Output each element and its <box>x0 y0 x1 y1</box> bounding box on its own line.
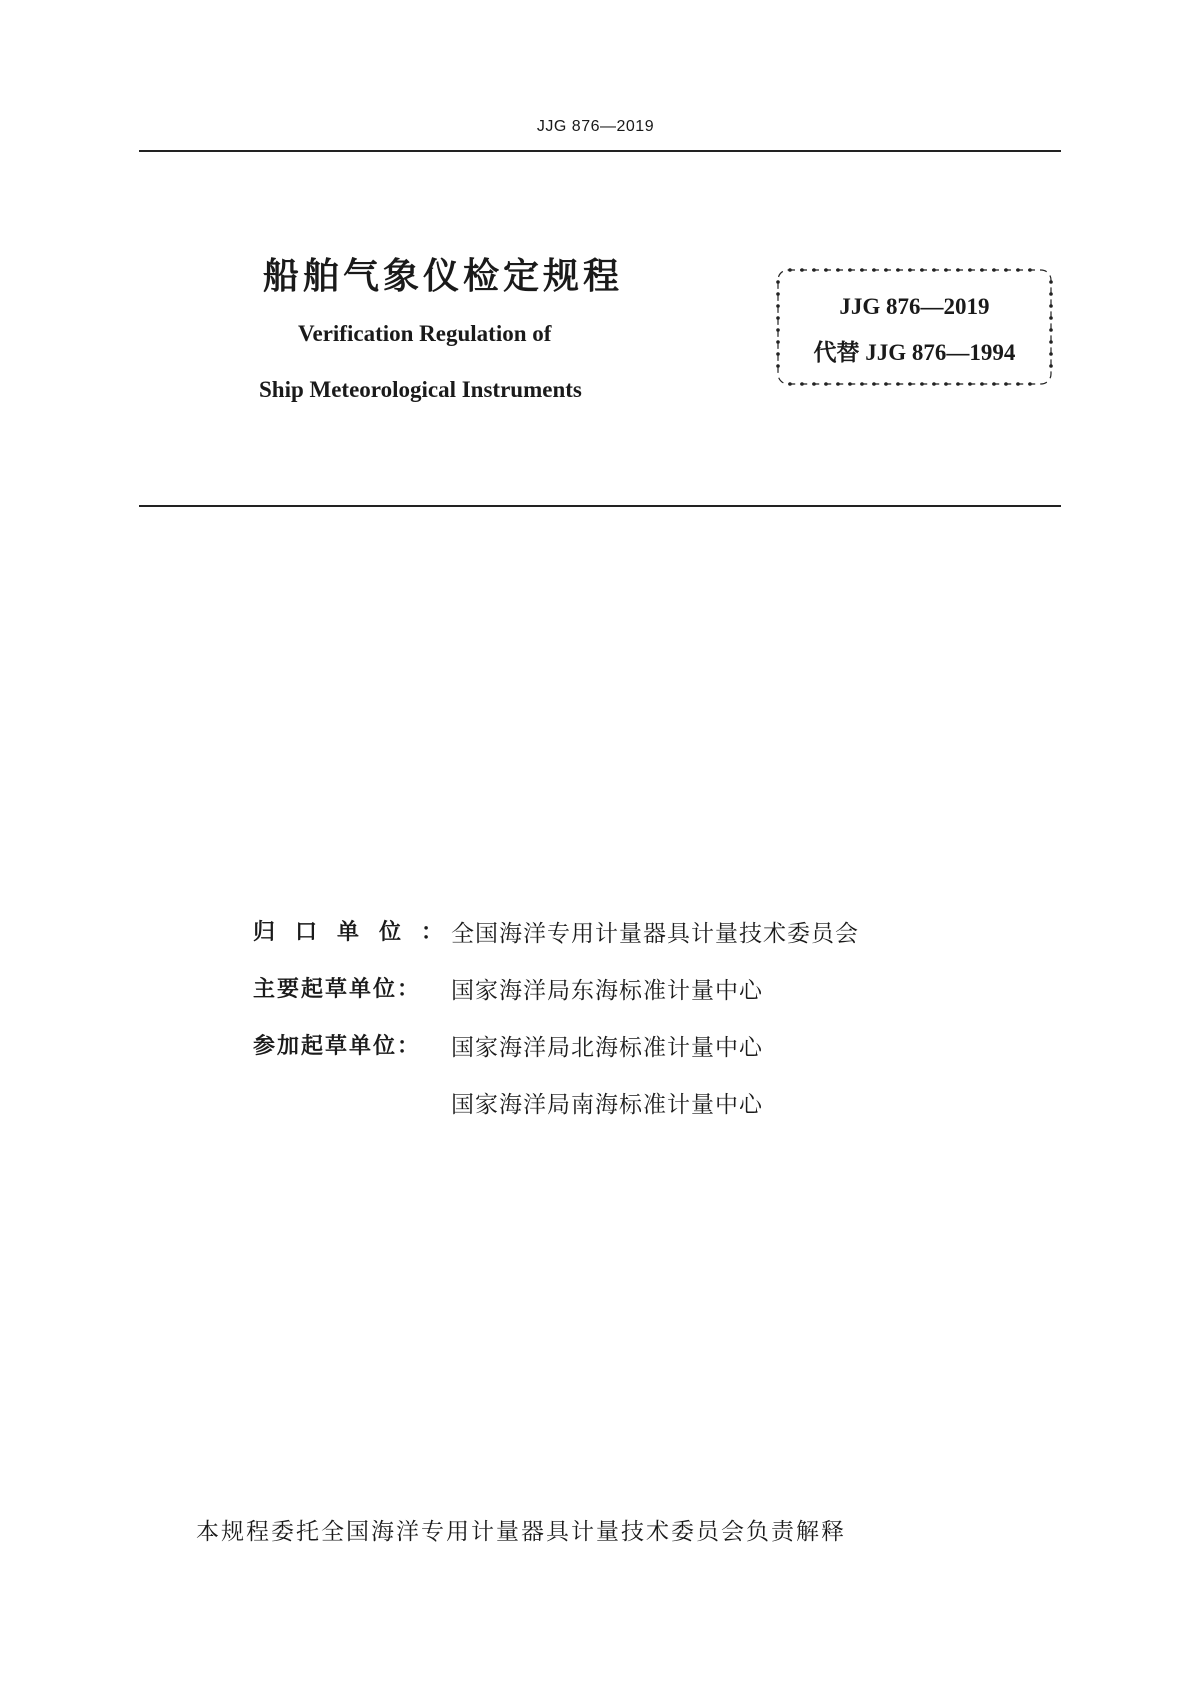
border-dot <box>980 268 984 272</box>
border-dot <box>1004 382 1008 386</box>
border-dot <box>812 382 816 386</box>
responsible-unit: 全国海洋专用计量器具计量技术委员会 <box>451 921 859 947</box>
border-dot <box>860 268 864 272</box>
main-drafter-label: 主要起草单位： <box>253 977 422 1002</box>
page-header-code: JJG 876—2019 <box>536 118 655 135</box>
title-english-line1: Verification Regulation of <box>298 321 552 346</box>
header-rule <box>139 150 1061 152</box>
border-dot <box>968 382 972 386</box>
border-dot <box>812 268 816 272</box>
border-dot <box>920 268 924 272</box>
border-dot <box>1016 268 1020 272</box>
border-dot <box>1016 382 1020 386</box>
border-dot <box>824 268 828 272</box>
border-dot <box>788 268 792 272</box>
title-chinese: 船舶气象仪检定规程 <box>263 256 624 297</box>
standard-code-box <box>774 266 1055 388</box>
border-dot <box>944 382 948 386</box>
border-dot <box>776 280 780 284</box>
interpretation-note: 本规程委托全国海洋专用计量器具计量技术委员会负责解释 <box>196 1519 846 1545</box>
border-dot <box>824 382 828 386</box>
title-rule <box>139 505 1061 507</box>
border-dot <box>872 382 876 386</box>
border-dot <box>800 268 804 272</box>
border-dot <box>872 268 876 272</box>
border-dot <box>944 268 948 272</box>
border-dot <box>848 382 852 386</box>
border-dot <box>1028 268 1032 272</box>
border-dot <box>896 382 900 386</box>
border-dot <box>860 382 864 386</box>
border-dot <box>836 382 840 386</box>
border-dot <box>884 268 888 272</box>
border-dot <box>956 382 960 386</box>
participating-drafter-label: 参加起草单位： <box>253 1034 422 1059</box>
standard-code: JJG 876—2019 <box>839 294 990 319</box>
border-dot <box>992 268 996 272</box>
border-dot <box>836 268 840 272</box>
participating-drafter: 国家海洋局南海标准计量中心 <box>451 1092 763 1118</box>
border-dot <box>788 382 792 386</box>
border-dot <box>908 382 912 386</box>
border-dot <box>1004 268 1008 272</box>
border-dot <box>800 382 804 386</box>
responsible-unit-label: 归口单位： <box>253 920 464 945</box>
border-dot <box>980 382 984 386</box>
border-dot <box>968 268 972 272</box>
border-dot <box>848 268 852 272</box>
border-dot <box>932 382 936 386</box>
participating-drafter: 国家海洋局北海标准计量中心 <box>451 1035 763 1061</box>
border-dot <box>908 268 912 272</box>
border-dot <box>776 328 780 332</box>
border-dot <box>932 268 936 272</box>
ornamental-border <box>774 266 1055 388</box>
border-dot <box>1028 382 1032 386</box>
border-dot <box>992 382 996 386</box>
border-dot <box>920 382 924 386</box>
border-dot <box>1049 280 1053 284</box>
main-drafter: 国家海洋局东海标准计量中心 <box>451 978 763 1004</box>
title-english-line2: Ship Meteorological Instruments <box>259 377 582 402</box>
border-dot <box>896 268 900 272</box>
replaced-standard: 代替 JJG 876—1994 <box>813 340 1016 365</box>
border-dot <box>884 382 888 386</box>
border-dot <box>956 268 960 272</box>
border-dot <box>1049 328 1053 332</box>
